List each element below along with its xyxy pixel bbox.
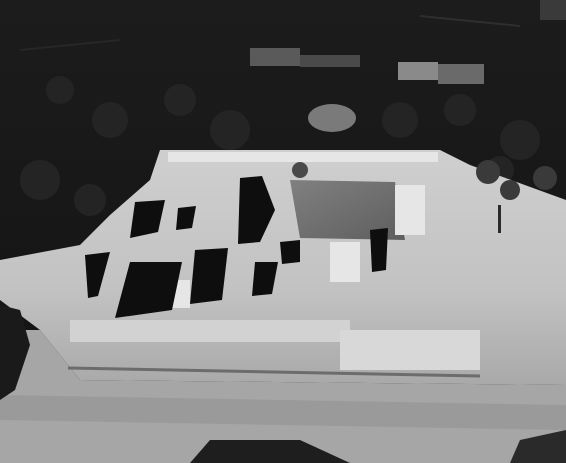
pit-small-2	[280, 240, 300, 264]
forest-clearing	[308, 104, 356, 132]
pit-left-mid	[190, 248, 228, 304]
pit-small-3	[370, 228, 388, 272]
well	[292, 162, 308, 178]
